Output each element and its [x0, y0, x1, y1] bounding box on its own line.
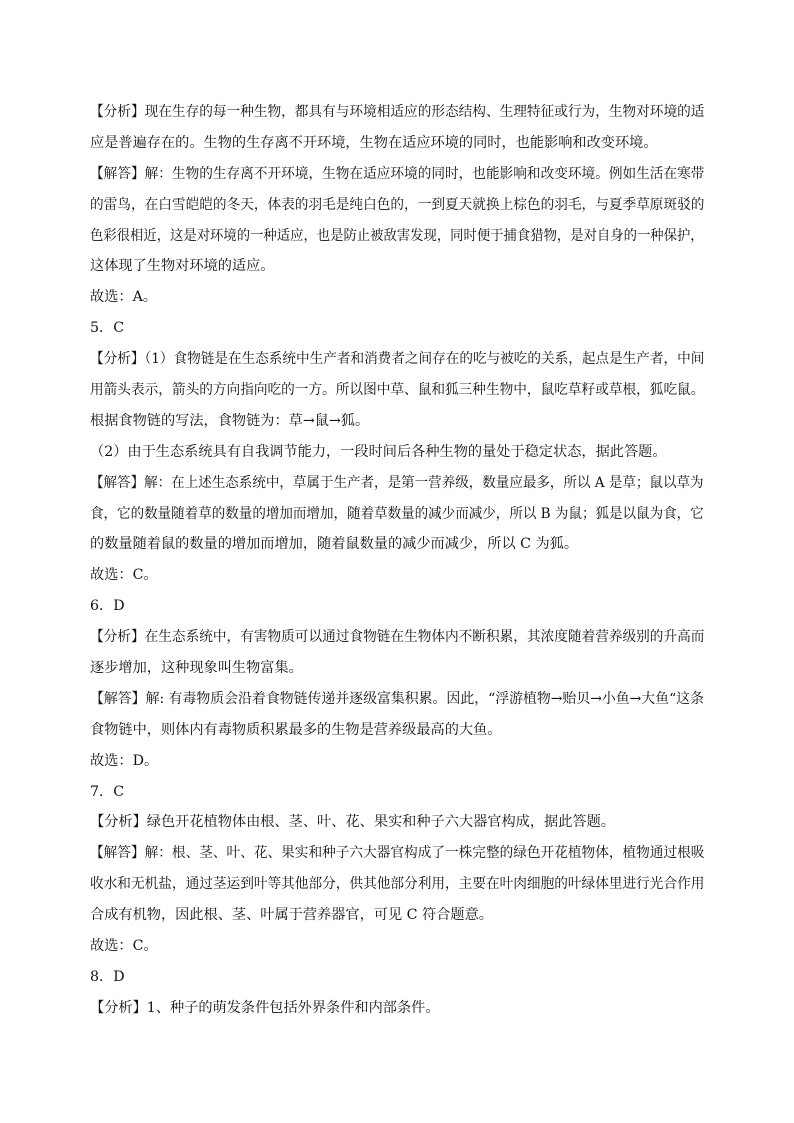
text-line: 7．C: [90, 783, 125, 800]
text-line: 8．D: [90, 968, 125, 985]
text-line: 合成有机物，因此根、茎、叶属于营养器官，可见 C 符合题意。: [90, 907, 493, 924]
text-line: 【分析】现在生存的每一种生物，都具有与环境相适应的形态结构、生理特征或行为，生物对环境的适: [90, 104, 705, 120]
text-line: 用箭头表示，箭头的方向指向吃的一方。所以图中草、鼠和狐三种生物中，鼠吃草籽或草根，狐吃鼠。: [90, 382, 705, 399]
text-line: 故选：A。: [90, 289, 157, 306]
text-line: 应是普遍存在的。生物的生存离不开环境，生物在适应环境的同时，也能影响和改变环境。: [90, 134, 658, 151]
text-line: 的雷鸟，在白雪皑皑的冬天，体表的羽毛是纯白色的，一到夏天就换上棕色的羽毛，与夏季草原斑驳的: [90, 196, 705, 213]
text-line: 色彩很相近，这是对环境的一种适应，也是防止被敌害发现，同时便于捕食猎物，是对自身的一种保护，: [90, 227, 704, 244]
text-line: 这体现了生物对环境的适应。: [90, 258, 275, 275]
text-line: 5．C: [90, 320, 125, 337]
text-line: 的数量随着鼠的数量的增加而增加，随着鼠数量的减少而减少，所以 C 为狐。: [90, 536, 579, 553]
text-line: 故选：D。: [90, 752, 159, 769]
text-line: 收水和无机盐，通过茎运到叶等其他部分，供其他部分利用，主要在叶肉细胞的叶绿体里进行光合作用: [90, 876, 705, 893]
text-line: 食物链中，则体内有毒物质积累最多的生物是营养级最高的大鱼。: [90, 721, 502, 738]
text-line: 食，它的数量随着草的数量的增加而增加，随着草数量的减少而减少，所以 B 为鼠；狐是以鼠为食，它: [90, 505, 704, 522]
text-line: 6．D: [90, 598, 125, 615]
text-line: 【分析】（1）食物链是在生态系统中生产者和消费者之间存在的吃与被吃的关系，起点是生产者，中间: [90, 351, 705, 368]
text-line: 【解答】解: 有毒物质会沿着食物链传递并逐级富集积累。因此，“浮游植物→贻贝→小鱼→大鱼“这条: [90, 690, 704, 707]
text-line: 故选：C。: [90, 938, 158, 955]
text-line: 【解答】解：根、茎、叶、花、果实和种子六大器官构成了一株完整的绿色开花植物体，植物通过根吸: [90, 845, 705, 862]
text-line: 【分析】在生态系统中，有害物质可以通过食物链在生物体内不断积累，其浓度随着营养级别的升高而: [90, 629, 705, 646]
text-line: （2）由于生态系统具有自我调节能力，一段时间后各种生物的量处于稳定状态，据此答题。: [90, 443, 667, 460]
text-line: 【解答】解：生物的生存离不开环境，生物在适应环境的同时，也能影响和改变环境。例如生活在寒带: [90, 165, 705, 182]
text-line: 逐步增加，这种现象叫生物富集。: [90, 660, 303, 677]
text-line: 根据食物链的写法，食物链为：草→鼠→狐。: [90, 412, 370, 429]
text-line: 【分析】绿色开花植物体由根、茎、叶、花、果实和种子六大器官构成，据此答题。: [90, 814, 615, 831]
text-line: 【分析】1、种子的萌发条件包括外界条件和内部条件。: [90, 999, 440, 1016]
text-line: 【解答】解：在上述生态系统中，草属于生产者，是第一营养级，数量应最多，所以 A 是草；鼠以草为: [90, 474, 704, 491]
document-body: [90, 97, 704, 1024]
text-line: 故选：C。: [90, 567, 158, 584]
